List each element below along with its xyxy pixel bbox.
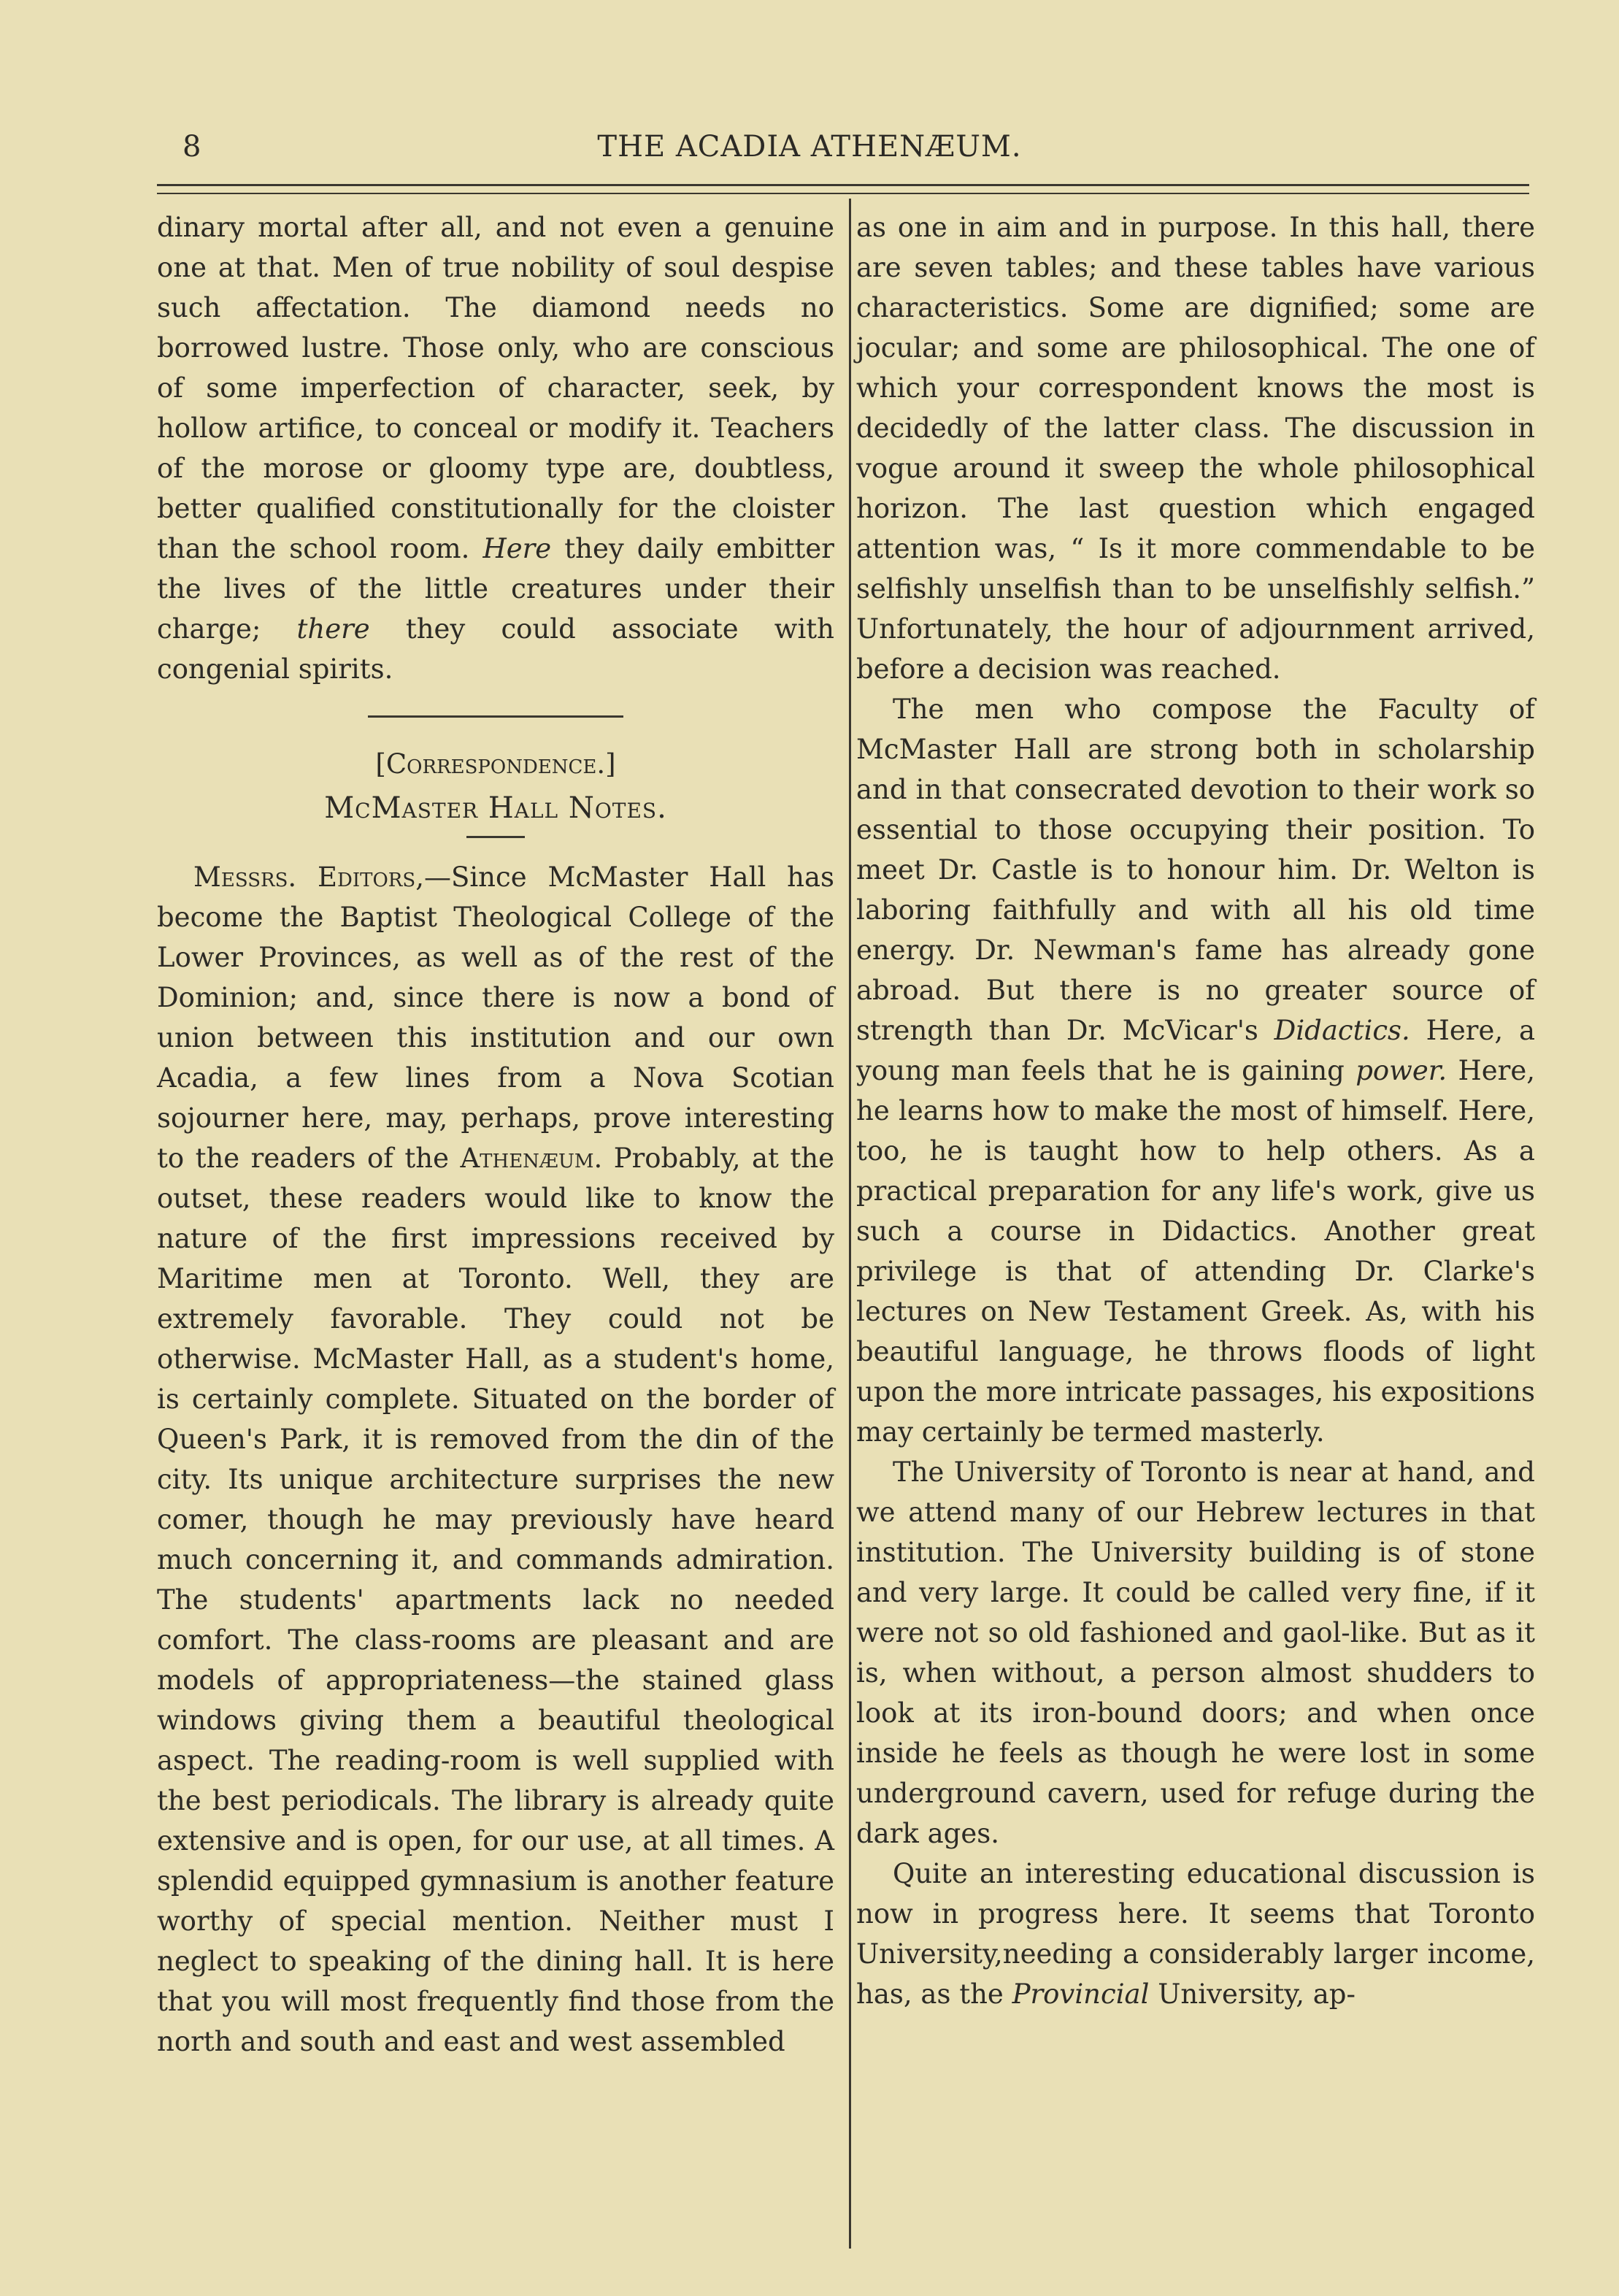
text-run: Quite an interesting educational discussion is now in progress here. It seems that Toronto University,needing a considerably larger income, has, as the: [856, 1858, 1535, 2010]
text-run: University, ap-: [1158, 1978, 1355, 2010]
header-rule-bottom: [157, 193, 1529, 194]
emphasis-power: power.: [1355, 1055, 1447, 1086]
salutation: Messrs. Editors,: [193, 861, 424, 893]
left-column: [157, 207, 834, 2062]
right-paragraph-2: [856, 689, 1535, 1452]
text-run: Here, a young man feels that he is gaining: [856, 1015, 1535, 1086]
column-divider: [849, 199, 851, 2249]
right-paragraph-4: [856, 1854, 1535, 2014]
text-run: they daily embitter the lives of the little creatures under their charge;: [157, 533, 834, 645]
text-run: Probably, at the outset, these readers would like to know the nature of the first impressions received by Maritime men at Toronto. Well, they are extremely favorable. They could not be otherwise. McMaster Hall, as a student's home, is certainly complete. Situated on the border of Queen's Park, it is removed from the din of the city. Its unique architecture surprises the new comer, though he may previously have heard much concerning it, and commands admiration. The students' apartments lack no needed comfort. The class-rooms are pleasant and are models of appropriateness—the stained glass windows giving them a beautiful theological aspect. The reading-room is well supplied with the best periodicals. The library is already quite extensive and is open, for our use, at all times. A splendid equipped gymnasium is another feature worthy of special mention. Neither must I neglect to speaking of the dining hall. It is here that you will most frequently find those from the north and south and east and west assembled: [157, 1143, 834, 2057]
running-head: THE ACADIA ATHENÆUM.: [597, 130, 1022, 164]
text-run: The men who compose the Faculty of McMaster Hall are strong both in scholarship and in that consecrated devotion to their work so essential to those occupying their position. To meet Dr. Castle is to honour him. Dr. Welton is laboring faithfully and with all his old time energy. Dr. Newman's fame has already gone abroad. But there is no greater source of strength than Dr. McVicar's: [856, 694, 1535, 1046]
emphasis-provincial: Provincial: [1012, 1978, 1150, 2010]
text-run: —Since McMaster Hall has become the Baptist Theological College of the Lower Provinces, as well as of the rest of the Dominion; and, since there is now a bond of union between this institution and our own Acadia, a few lines from a Nova Scotian sojourner here, may, perhaps, prove interesting to the readers of the: [157, 861, 834, 1174]
section-divider: [368, 715, 623, 718]
emphasis-didactics: Didactics.: [1274, 1015, 1410, 1046]
title-rule: [466, 836, 525, 838]
text-run: dinary mortal after all, and not even a genuine one at that. Men of true nobility of soul despise such affectation. The diamond needs no borrowed lustre. Those only, who are conscious of some imperfection of character, seek, by hollow artifice, to conceal or modify it. Teachers of the morose or gloomy type are, doubtless, better qualified constitutionally for the cloister than the school room.: [157, 212, 834, 564]
emphasis-there: there: [296, 613, 370, 645]
text-run: they could associate with congenial spirits.: [157, 613, 834, 685]
page-number: 8: [182, 130, 201, 164]
left-paragraph-2: [157, 857, 834, 2062]
section-label: [Correspondence.]: [375, 748, 616, 780]
left-paragraph-1: [157, 207, 834, 689]
section-title: McMaster Hall Notes.: [324, 791, 667, 825]
text-run: Here, he learns how to make the most of himself. Here, too, he is taught how to help others. As a practical preparation for any life's work, give us such a course in Didactics. Another great privilege is that of attending Dr. Clarke's lectures on New Testament Greek. As, with his beautiful language, he throws floods of light upon the more intricate passages, his expositions may certainly be termed masterly.: [856, 1055, 1535, 1448]
right-paragraph-3: The University of Toronto is near at hand, and we attend many of our Hebrew lectures in that institution. The University building is of stone and very large. It could be called very fine, if it were not so old fashioned and gaol-like. But as it is, when without, a person almost shudders to look at its iron-bound doors; and when once inside he feels as though he were lost in some underground cavern, used for refuge during the dark ages.: [856, 1456, 1535, 1849]
athenaeum-name: Athenæum.: [460, 1143, 603, 1174]
emphasis-here: Here: [482, 533, 552, 564]
right-paragraph-1: as one in aim and in purpose. In this hall, there are seven tables; and these tables have various characteristics. Some are dignified; some are jocular; and some are philosophical. The one of which your correspondent knows the most is decidedly of the latter class. The discussion in vogue around it sweep the whole philosophical horizon. The last question which engaged attention was, “ Is it more commendable to be selfishly unselfish than to be unselfishly selfish.” Unfortunately, the hour of adjournment arrived, before a decision was reached.: [856, 212, 1535, 685]
right-column: [856, 207, 1535, 2014]
header-rule-top: [157, 184, 1529, 186]
